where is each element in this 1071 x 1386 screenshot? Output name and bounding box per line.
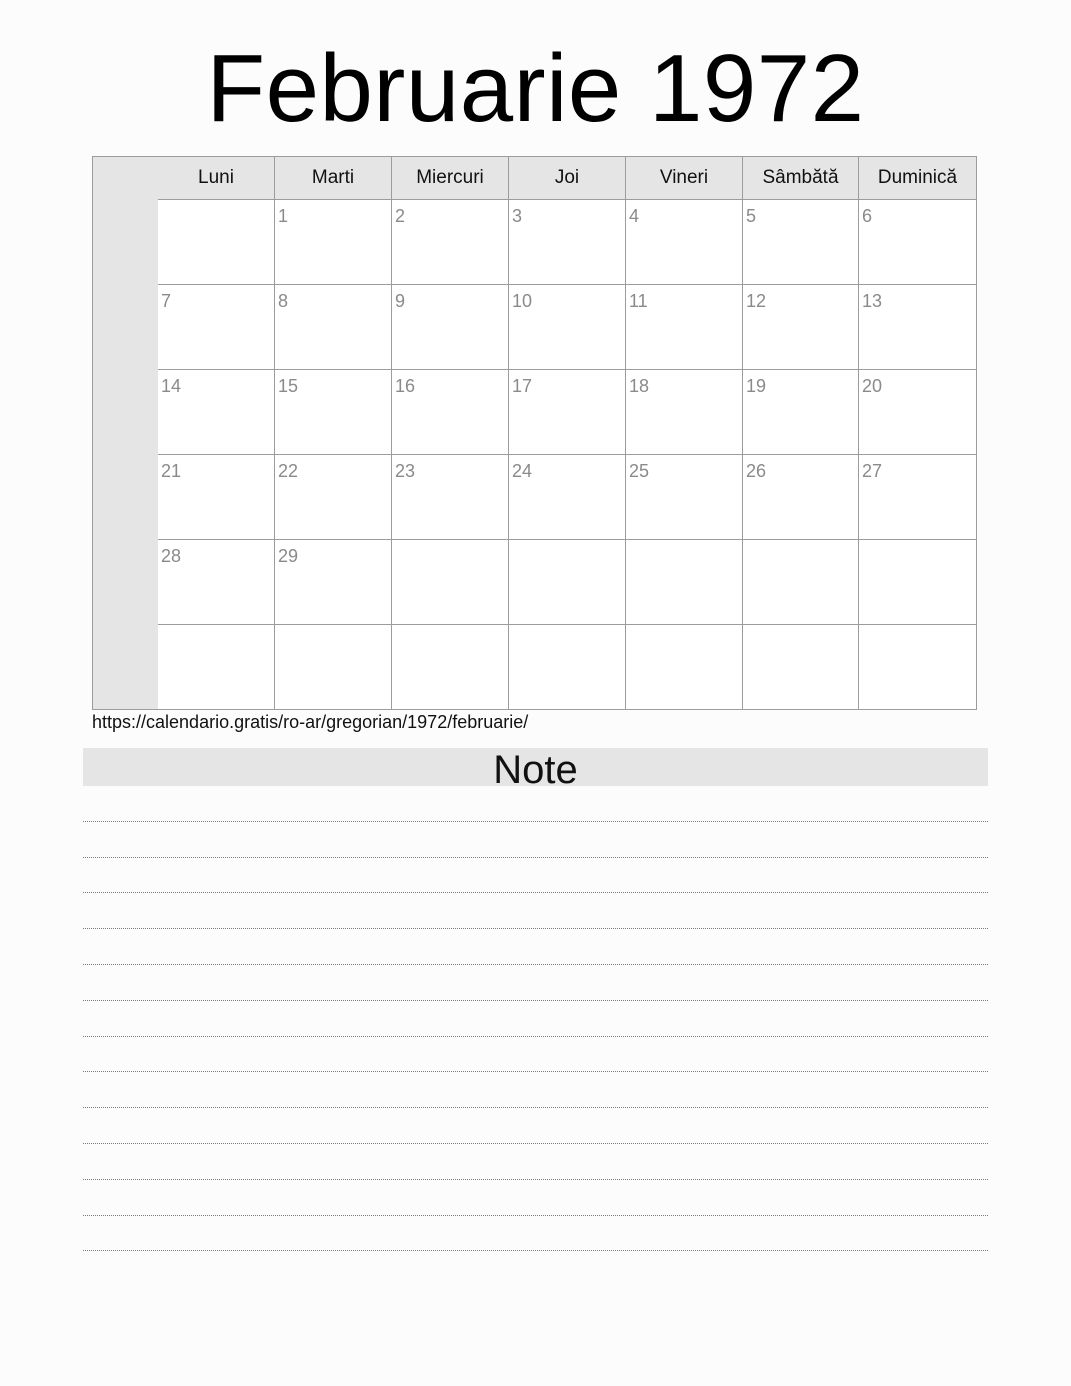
day-cell bbox=[275, 455, 392, 540]
notes-heading: Note bbox=[83, 748, 988, 786]
day-number: 16 bbox=[395, 376, 416, 396]
day-cell bbox=[859, 200, 976, 285]
day-cell bbox=[392, 540, 509, 625]
day-cell bbox=[626, 200, 743, 285]
day-cell bbox=[509, 370, 626, 455]
weekday-header: Luni bbox=[158, 157, 275, 200]
day-cell bbox=[275, 540, 392, 625]
note-line[interactable] bbox=[83, 1108, 988, 1144]
note-line[interactable] bbox=[83, 786, 988, 822]
day-number: 13 bbox=[862, 291, 883, 311]
note-line[interactable] bbox=[83, 1216, 988, 1252]
calendar-days bbox=[158, 157, 976, 709]
day-cell bbox=[392, 200, 509, 285]
week-number-column bbox=[93, 157, 159, 709]
day-cell bbox=[859, 455, 976, 540]
day-number: 8 bbox=[278, 291, 289, 311]
day-cell bbox=[626, 455, 743, 540]
note-line[interactable] bbox=[83, 1072, 988, 1108]
day-number: 25 bbox=[629, 461, 650, 481]
day-cell bbox=[626, 285, 743, 370]
note-line[interactable] bbox=[83, 1144, 988, 1180]
day-cell bbox=[859, 540, 976, 625]
day-number: 4 bbox=[629, 206, 640, 226]
day-number: 26 bbox=[746, 461, 767, 481]
note-line[interactable] bbox=[83, 822, 988, 858]
note-line[interactable] bbox=[83, 1180, 988, 1216]
day-number: 11 bbox=[629, 291, 648, 311]
day-number: 22 bbox=[278, 461, 299, 481]
note-line[interactable] bbox=[83, 1037, 988, 1073]
day-number: 9 bbox=[395, 291, 406, 311]
day-cell bbox=[275, 285, 392, 370]
weekday-header: Joi bbox=[509, 157, 626, 200]
day-cell bbox=[275, 200, 392, 285]
day-cell bbox=[158, 370, 275, 455]
day-cell bbox=[626, 625, 743, 709]
day-cell bbox=[392, 285, 509, 370]
day-cell bbox=[509, 455, 626, 540]
day-cell bbox=[275, 370, 392, 455]
day-cell bbox=[158, 455, 275, 540]
weekday-header: Miercuri bbox=[392, 157, 509, 200]
day-number: 28 bbox=[161, 546, 182, 566]
day-cell bbox=[743, 370, 859, 455]
day-number: 24 bbox=[512, 461, 533, 481]
day-number: 10 bbox=[512, 291, 533, 311]
day-cell bbox=[158, 540, 275, 625]
day-cell bbox=[859, 285, 976, 370]
day-number: 20 bbox=[862, 376, 883, 396]
day-cell bbox=[743, 285, 859, 370]
day-number: 2 bbox=[395, 206, 406, 226]
day-cell bbox=[626, 540, 743, 625]
day-number: 15 bbox=[278, 376, 299, 396]
source-url[interactable]: https://calendario.gratis/ro-ar/gregorian/1972/februarie/ bbox=[92, 712, 529, 732]
day-cell bbox=[158, 200, 275, 285]
weekday-header: Duminică bbox=[859, 157, 976, 200]
note-line[interactable] bbox=[83, 929, 988, 965]
day-cell bbox=[275, 625, 392, 709]
day-number: 7 bbox=[161, 291, 172, 311]
day-cell bbox=[743, 625, 859, 709]
day-number: 27 bbox=[862, 461, 883, 481]
day-cell bbox=[158, 625, 275, 709]
weekday-header: Marti bbox=[275, 157, 392, 200]
day-number: 1 bbox=[278, 206, 289, 226]
day-cell bbox=[743, 200, 859, 285]
day-cell bbox=[509, 200, 626, 285]
day-number: 21 bbox=[161, 461, 182, 481]
day-number: 14 bbox=[161, 376, 182, 396]
day-number: 5 bbox=[746, 206, 757, 226]
day-number: 23 bbox=[395, 461, 416, 481]
day-cell bbox=[158, 285, 275, 370]
day-cell bbox=[392, 625, 509, 709]
day-cell bbox=[509, 540, 626, 625]
weekday-header: Sâmbătă bbox=[743, 157, 859, 200]
day-number: 6 bbox=[862, 206, 873, 226]
day-cell bbox=[392, 455, 509, 540]
day-cell bbox=[626, 370, 743, 455]
note-line[interactable] bbox=[83, 893, 988, 929]
day-cell bbox=[509, 625, 626, 709]
day-cell bbox=[743, 540, 859, 625]
day-cell bbox=[743, 455, 859, 540]
calendar-grid bbox=[92, 156, 977, 710]
day-cell bbox=[392, 370, 509, 455]
note-line[interactable] bbox=[83, 965, 988, 1001]
day-number: 12 bbox=[746, 291, 767, 311]
notes-lines bbox=[83, 786, 988, 1251]
weekday-header: Vineri bbox=[626, 157, 743, 200]
note-line[interactable] bbox=[83, 1001, 988, 1037]
day-cell bbox=[859, 370, 976, 455]
note-line[interactable] bbox=[83, 858, 988, 894]
day-cell bbox=[509, 285, 626, 370]
day-number: 29 bbox=[278, 546, 299, 566]
page-title: Februarie 1972 bbox=[206, 35, 865, 142]
day-number: 19 bbox=[746, 376, 767, 396]
day-number: 18 bbox=[629, 376, 650, 396]
day-cell bbox=[859, 625, 976, 709]
day-number: 3 bbox=[512, 206, 523, 226]
day-number: 17 bbox=[512, 376, 533, 396]
